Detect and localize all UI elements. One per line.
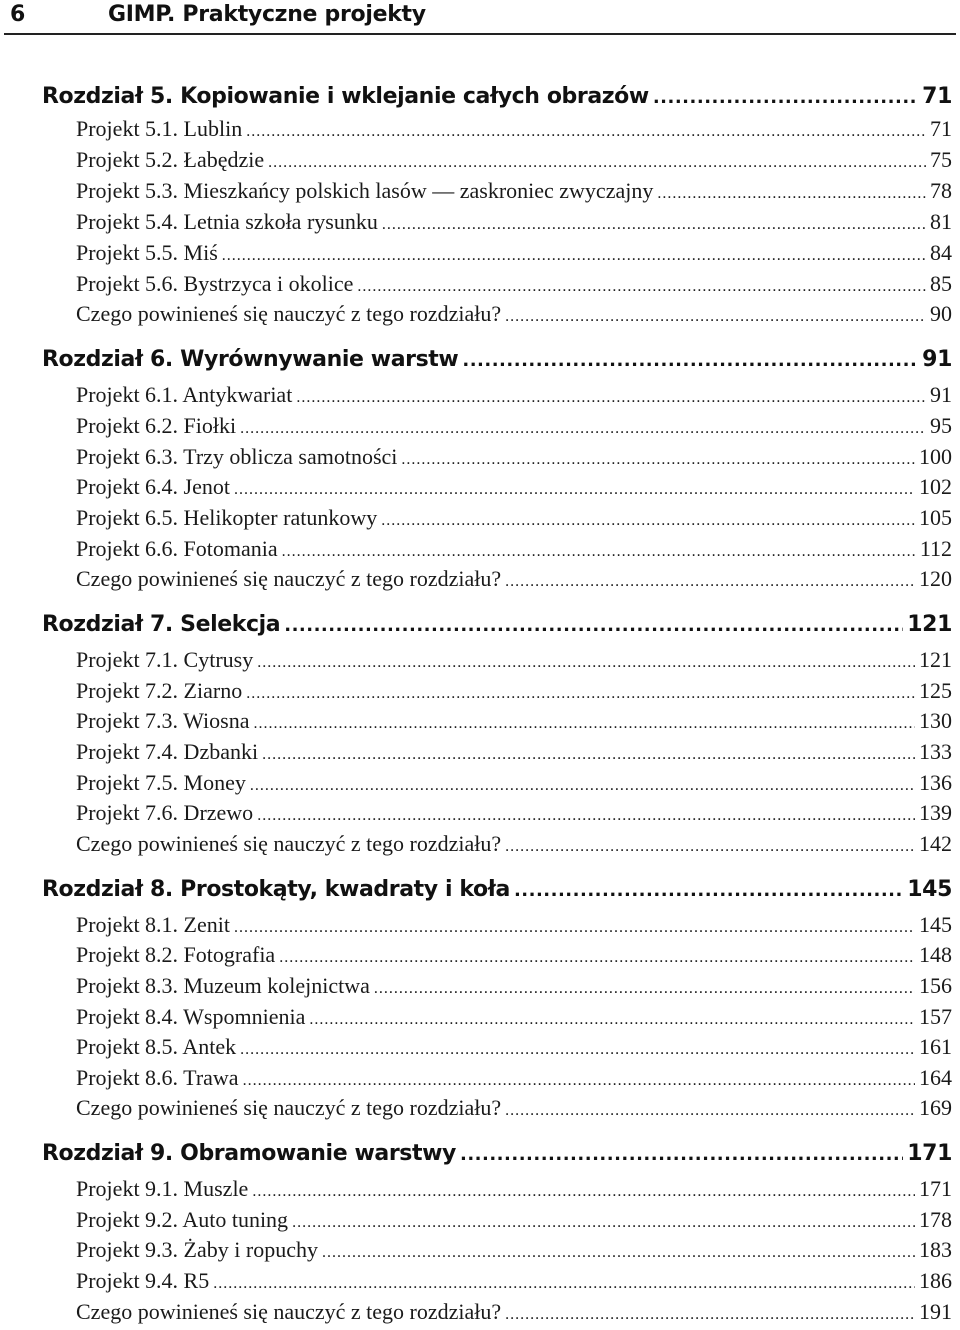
toc-label: Rozdział 7. Selekcja [42, 612, 281, 637]
toc-entry [76, 503, 952, 536]
toc-dot-leader [279, 943, 915, 973]
toc-entry [76, 472, 952, 505]
toc-dot-leader [505, 1096, 915, 1126]
toc-dot-leader [357, 272, 926, 302]
toc-page-number: 81 [930, 209, 952, 234]
toc-dot-leader [246, 117, 926, 147]
toc-entry [76, 706, 952, 739]
toc-dot-leader [234, 913, 915, 943]
toc-entry [76, 269, 952, 302]
toc-page-number: 186 [919, 1268, 952, 1293]
toc-label: Czego powinieneś się nauczyć z tego rozdziału? [76, 1095, 502, 1120]
toc-page-number: 71 [922, 84, 952, 109]
toc-label: Projekt 7.3. Wiosna [76, 708, 250, 733]
toc-chapter [42, 82, 952, 113]
toc-page-number: 95 [930, 413, 952, 438]
toc-label: Czego powinieneś się nauczyć z tego rozdziału? [76, 1299, 502, 1324]
running-title: GIMP. Praktyczne projekty [108, 2, 426, 27]
toc-entry [76, 176, 952, 209]
toc-dot-leader [222, 241, 926, 271]
toc-label: Czego powinieneś się nauczyć z tego rozdziału? [76, 301, 502, 326]
toc-label: Projekt 7.5. Money [76, 770, 246, 795]
toc-dot-leader [284, 611, 903, 641]
toc-label: Czego powinieneś się nauczyć z tego rozdziału? [76, 566, 502, 591]
toc-label: Projekt 8.6. Trawa [76, 1065, 239, 1090]
toc-label: Projekt 5.5. Miś [76, 240, 218, 265]
toc-dot-leader [460, 1140, 903, 1170]
toc-entry [76, 768, 952, 801]
toc-page-number: 157 [919, 1004, 952, 1029]
toc-label: Projekt 8.2. Fotografia [76, 942, 276, 967]
toc-label: Projekt 8.1. Zenit [76, 912, 230, 937]
toc-entry [76, 411, 952, 444]
toc-page-number: 191 [919, 1299, 952, 1324]
toc-entry [76, 207, 952, 240]
toc-dot-leader [257, 801, 915, 831]
toc-page-number: 85 [930, 271, 952, 296]
toc-page-number: 102 [919, 474, 952, 499]
toc-dot-leader [296, 383, 926, 413]
toc-entry [76, 1032, 952, 1065]
toc-entry [76, 380, 952, 413]
toc-page-number: 100 [919, 444, 952, 469]
toc-page-number: 171 [907, 1141, 952, 1166]
toc-page-number: 169 [919, 1095, 952, 1120]
toc-label: Projekt 8.5. Antek [76, 1034, 237, 1059]
toc-entry [76, 971, 952, 1004]
toc-entry [76, 1002, 952, 1035]
toc-label: Projekt 8.3. Muzeum kolejnictwa [76, 973, 370, 998]
toc-chapter [42, 1139, 952, 1170]
toc-entry [76, 442, 952, 475]
toc-label: Projekt 6.4. Jenot [76, 474, 230, 499]
toc-dot-leader [382, 210, 926, 240]
toc-page-number: 178 [919, 1207, 952, 1232]
toc-dot-leader [252, 1177, 915, 1207]
toc-label: Projekt 7.4. Dzbanki [76, 739, 259, 764]
toc-dot-leader [514, 876, 903, 906]
toc-entry [76, 1063, 952, 1096]
toc-page-number: 71 [930, 116, 952, 141]
toc-page-number: 90 [930, 301, 952, 326]
toc-dot-leader [253, 709, 915, 739]
toc-label: Projekt 9.2. Auto tuning [76, 1207, 289, 1232]
toc-dot-leader [653, 83, 918, 113]
toc-label: Projekt 6.1. Antykwariat [76, 382, 293, 407]
toc-entry [76, 1205, 952, 1238]
toc-entry [76, 145, 952, 178]
toc-page-number: 105 [919, 505, 952, 530]
toc-dot-leader [257, 648, 915, 678]
toc-page-number: 161 [919, 1034, 952, 1059]
toc-page-number: 171 [919, 1176, 952, 1201]
toc-dot-leader [213, 1269, 915, 1299]
toc-page-number: 133 [919, 739, 952, 764]
toc-entry [76, 1297, 952, 1330]
toc-page-number: 84 [930, 240, 952, 265]
toc-dot-leader [381, 506, 915, 536]
toc-label: Projekt 6.3. Trzy oblicza samotności [76, 444, 398, 469]
toc-page-number: 91 [930, 382, 952, 407]
page-header [0, 0, 960, 38]
toc-label: Projekt 9.3. Żaby i ropuchy [76, 1237, 318, 1262]
toc-dot-leader [246, 679, 915, 709]
toc-label: Projekt 9.1. Muszle [76, 1176, 249, 1201]
toc-page-number: 91 [922, 347, 952, 372]
toc-page-number: 121 [907, 612, 952, 637]
toc-page-number: 120 [919, 566, 952, 591]
toc-page-number: 130 [919, 708, 952, 733]
toc-page-number: 164 [919, 1065, 952, 1090]
toc-entry [76, 940, 952, 973]
toc-dot-leader [282, 537, 916, 567]
toc-entry [76, 737, 952, 770]
toc-page-number: 121 [919, 647, 952, 672]
toc-dot-leader [322, 1238, 915, 1268]
toc-dot-leader [243, 1066, 915, 1096]
toc-label: Rozdział 8. Prostokąty, kwadraty i koła [42, 877, 510, 902]
toc-entry [76, 829, 952, 862]
toc-entry [76, 114, 952, 147]
toc-page-number: 156 [919, 973, 952, 998]
toc-entry [76, 910, 952, 943]
toc-label: Projekt 5.4. Letnia szkoła rysunku [76, 209, 378, 234]
toc-entry [76, 645, 952, 678]
toc-entry [76, 1093, 952, 1126]
toc-page-number: 75 [930, 147, 952, 172]
toc-page-number: 112 [919, 536, 952, 561]
toc-label: Projekt 5.3. Mieszkańcy polskich lasów — zaskroniec zwyczajny [76, 178, 654, 203]
toc-label: Projekt 5.1. Lublin [76, 116, 243, 141]
toc-label: Projekt 8.4. Wspomnienia [76, 1004, 306, 1029]
toc-label: Projekt 5.6. Bystrzyca i okolice [76, 271, 354, 296]
toc-page-number: 139 [919, 800, 952, 825]
toc-page-number: 125 [919, 678, 952, 703]
toc-entry [76, 798, 952, 831]
toc-label: Rozdział 5. Kopiowanie i wklejanie całych obrazów [42, 84, 649, 109]
toc-page-number: 136 [919, 770, 952, 795]
toc-entry [76, 299, 952, 332]
header-rule [4, 33, 956, 35]
toc-page-number: 145 [919, 912, 952, 937]
toc-dot-leader [309, 1005, 915, 1035]
toc-page-number: 142 [919, 831, 952, 856]
toc-label: Projekt 7.1. Cytrusy [76, 647, 254, 672]
toc-page-number: 78 [930, 178, 952, 203]
toc-page-number: 148 [919, 942, 952, 967]
toc-dot-leader [240, 414, 926, 444]
toc-label: Projekt 6.2. Fiołki [76, 413, 237, 438]
toc-entry [76, 534, 952, 567]
toc-label: Projekt 6.6. Fotomania [76, 536, 278, 561]
toc-dot-leader [505, 302, 926, 332]
toc-dot-leader [268, 148, 926, 178]
toc-dot-leader [240, 1035, 915, 1065]
toc-page-number: 183 [919, 1237, 952, 1262]
page-number: 6 [10, 2, 26, 27]
toc-label: Rozdział 9. Obramowanie warstwy [42, 1141, 456, 1166]
toc-label: Projekt 6.5. Helikopter ratunkowy [76, 505, 378, 530]
toc-label: Rozdział 6. Wyrównywanie warstw [42, 347, 459, 372]
toc-label: Projekt 7.2. Ziarno [76, 678, 243, 703]
toc-dot-leader [401, 445, 915, 475]
toc-dot-leader [262, 740, 915, 770]
toc-dot-leader [234, 475, 915, 505]
toc-dot-leader [374, 974, 915, 1004]
toc-entry [76, 1235, 952, 1268]
toc-dot-leader [462, 346, 918, 376]
toc-label: Projekt 9.4. R5 [76, 1268, 210, 1293]
toc-label: Projekt 5.2. Łabędzie [76, 147, 265, 172]
toc-label: Czego powinieneś się nauczyć z tego rozdziału? [76, 831, 502, 856]
toc-entry [76, 564, 952, 597]
toc-label: Projekt 7.6. Drzewo [76, 800, 254, 825]
toc-entry [76, 676, 952, 709]
toc-dot-leader [505, 567, 915, 597]
toc-chapter [42, 610, 952, 641]
toc-dot-leader [505, 832, 915, 862]
toc-entry [76, 1174, 952, 1207]
toc-dot-leader [657, 179, 926, 209]
toc-entry [76, 1266, 952, 1299]
toc-page-number: 145 [907, 877, 952, 902]
toc-dot-leader [250, 771, 915, 801]
toc-entry [76, 238, 952, 271]
toc-dot-leader [292, 1208, 915, 1238]
toc-chapter [42, 345, 952, 376]
toc-chapter [42, 875, 952, 906]
